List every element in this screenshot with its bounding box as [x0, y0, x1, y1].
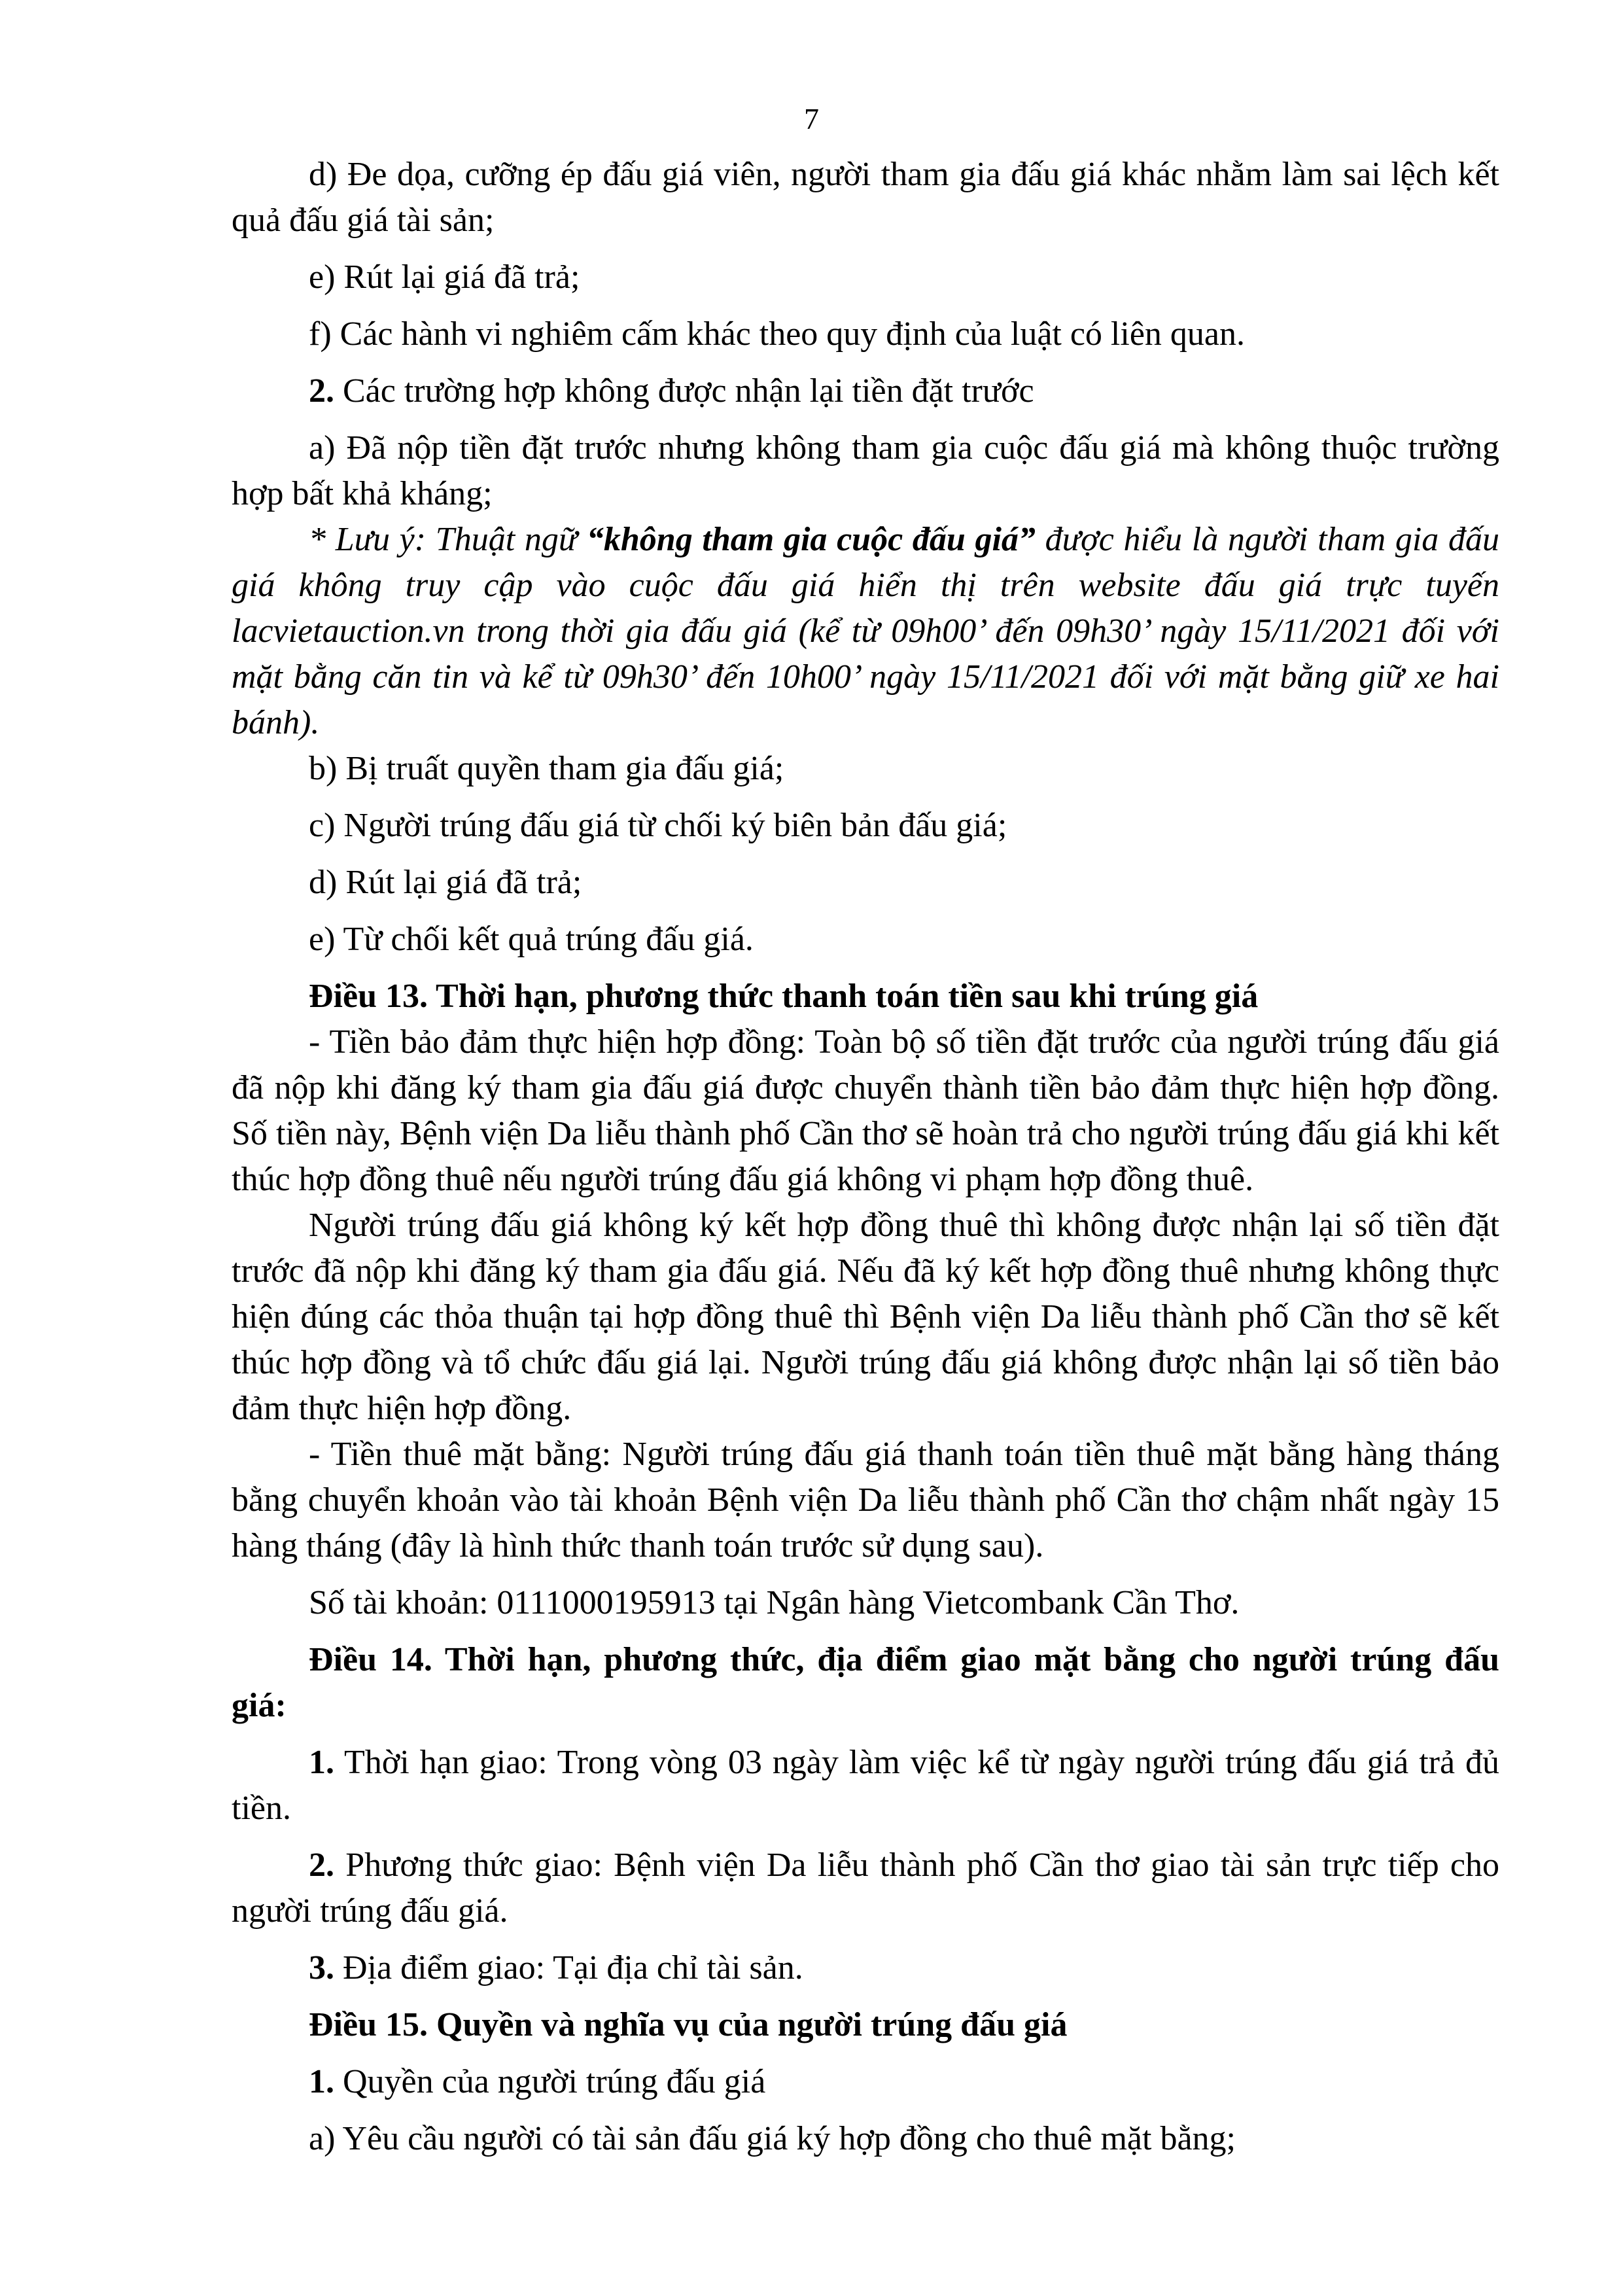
clause-1f: f) Các hành vi nghiêm cấm khác theo quy định của luật có liên quan. [309, 315, 1245, 353]
document-body [232, 152, 1499, 2173]
item-number: 2. [309, 1846, 334, 1884]
article-13-deposit: - Tiền bảo đảm thực hiện hợp đồng: Toàn bộ số tiền đặt trước của người trúng đấu giá đã nộp khi đăng ký tham gia đấu giá được chuyển thành tiền bảo đảm thực hiện hợp đồng. Số tiền này, Bệnh viện Da liễu thành phố Cần thơ sẽ hoàn trả cho người trúng đấu giá khi kết thúc hợp đồng thuê nếu người trúng đấu giá không vi phạm hợp đồng thuê. [232, 1023, 1499, 1198]
item-text: Thời hạn giao: Trong vòng 03 ngày làm việc kể từ ngày người trúng đấu giá trả đủ tiền. [232, 1744, 1499, 1827]
item-number: 1. [309, 2063, 334, 2100]
section-number: 2. [309, 372, 334, 410]
item-number: 3. [309, 1949, 334, 1987]
clause-1e: e) Rút lại giá đã trả; [309, 258, 580, 296]
note-term: “không tham gia cuộc đấu giá” [586, 521, 1036, 558]
note-prefix: * Lưu ý: Thuật ngữ [309, 521, 587, 558]
item-text: Phương thức giao: Bệnh viện Da liễu thành phố Cần thơ giao tài sản trực tiếp cho người trúng đấu giá. [232, 1846, 1499, 1930]
item-number: 1. [309, 1744, 334, 1781]
clause-2b: b) Bị truất quyền tham gia đấu giá; [309, 750, 784, 787]
article-15-heading: Điều 15. Quyền và nghĩa vụ của người trúng đấu giá [309, 2006, 1068, 2043]
article-15-clause-a: a) Yêu cầu người có tài sản đấu giá ký hợp đồng cho thuê mặt bằng; [309, 2120, 1236, 2157]
article-14-item-2 [232, 1843, 1499, 1934]
note-rest: được hiểu là người tham gia đấu giá không truy cập vào cuộc đấu giá hiển thị trên website đấu giá trực tuyến lacvietauction.vn trong thời gia đấu giá (kể từ 09h00’ đến 09h30’ ngày 15/11/2021 đối với mặt bằng căn tin và kể từ 09h30’ đến 10h00’ ngày 15/11/2021 đối với mặt bằng giữ xe hai bánh). [232, 521, 1499, 741]
section-2-title [232, 368, 1499, 414]
item-text: Quyền của người trúng đấu giá [334, 2063, 766, 2100]
article-14-heading: Điều 14. Thời hạn, phương thức, địa điểm giao mặt bằng cho người trúng đấu giá: [232, 1641, 1499, 1724]
section-text: Các trường hợp không được nhận lại tiền đặt trước [334, 372, 1034, 410]
clause-2e: e) Từ chối kết quả trúng đấu giá. [309, 921, 754, 958]
article-13-heading: Điều 13. Thời hạn, phương thức thanh toán tiền sau khi trúng giá [309, 978, 1259, 1015]
article-14-item-1 [232, 1740, 1499, 1831]
bank-account: Số tài khoản: 0111000195913 tại Ngân hàng Vietcombank Cần Thơ. [309, 1584, 1240, 1621]
article-13-no-contract: Người trúng đấu giá không ký kết hợp đồng thuê thì không được nhận lại số tiền đặt trước đã nộp khi đăng ký tham gia đấu giá. Nếu đã ký kết hợp đồng thuê nhưng không thực hiện đúng các thỏa thuận tại hợp đồng thuê thì Bệnh viện Da liễu thành phố Cần thơ sẽ kết thúc hợp đồng và tổ chức đấu giá lại. Người trúng đấu giá không được nhận lại số tiền bảo đảm thực hiện hợp đồng. [232, 1207, 1499, 1427]
item-text: Địa điểm giao: Tại địa chỉ tài sản. [334, 1949, 803, 1987]
clause-1d: d) Đe dọa, cưỡng ép đấu giá viên, người tham gia đấu giá khác nhằm làm sai lệch kết quả đấu giá tài sản; [232, 156, 1499, 239]
note-paragraph [232, 517, 1499, 746]
article-14-item-3 [232, 1945, 1499, 1991]
article-15-item-1 [232, 2059, 1499, 2105]
page-number: 7 [804, 102, 819, 135]
clause-2a: a) Đã nộp tiền đặt trước nhưng không tham gia cuộc đấu giá mà không thuộc trường hợp bất khả kháng; [232, 429, 1499, 512]
article-13-rent: - Tiền thuê mặt bằng: Người trúng đấu giá thanh toán tiền thuê mặt bằng hàng tháng bằng chuyển khoản vào tài khoản Bệnh viện Da liễu thành phố Cần thơ chậm nhất ngày 15 hàng tháng (đây là hình thức thanh toán trước sử dụng sau). [232, 1436, 1499, 1564]
clause-2c: c) Người trúng đấu giá từ chối ký biên bản đấu giá; [309, 807, 1007, 844]
clause-2d: d) Rút lại giá đã trả; [309, 864, 582, 901]
